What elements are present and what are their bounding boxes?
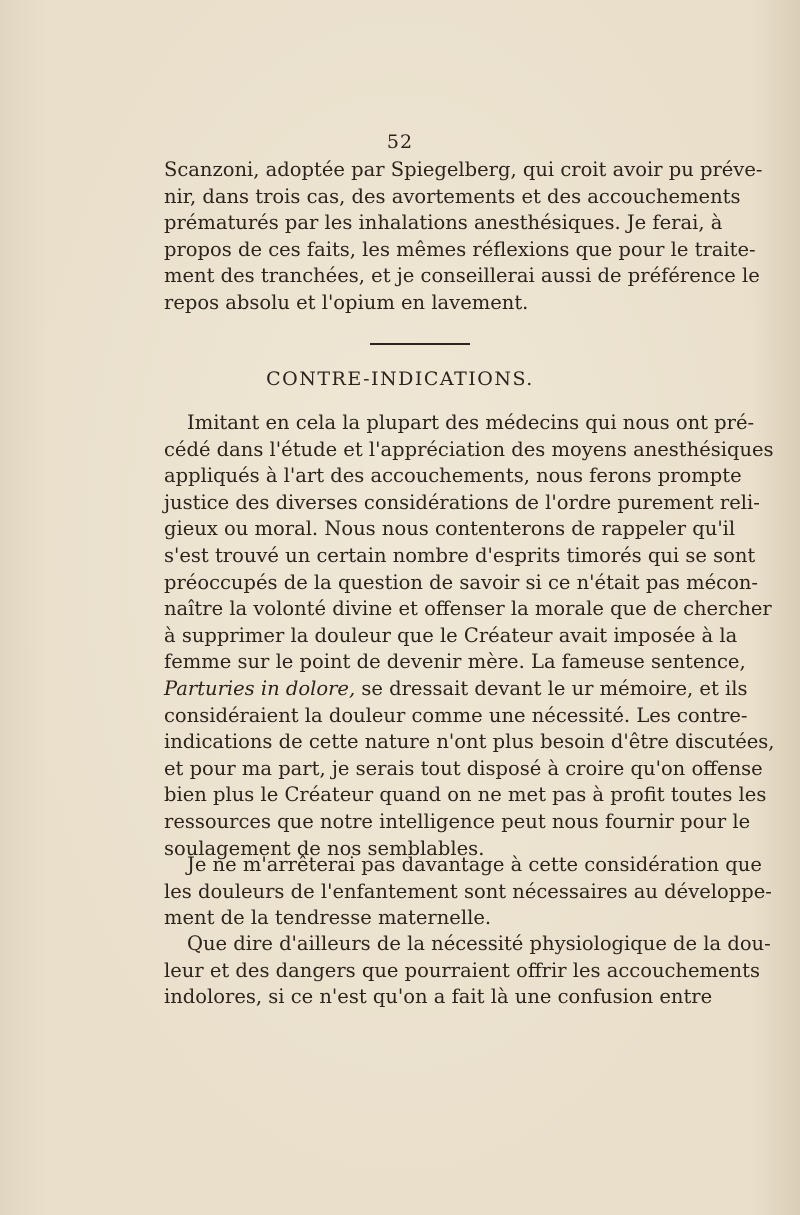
text-line: Imitant en cela la plupart des médecins qui nous ont pré- [187,411,755,434]
text-line: propos de ces faits, les mêmes réflexions que pour le traite- [164,237,756,261]
section-divider [370,343,470,345]
text-line-with-italic [164,676,748,703]
text-line: indications de cette nature n'ont plus besoin d'être discutées, [164,730,775,754]
text-line: indolores, si ce n'est qu'on a fait là une confusion entre [164,985,713,1009]
text-line: préoccupés de la question de savoir si ce n'était pas mécon- [164,570,758,594]
text-line: gieux ou moral. Nous nous contenterons de rappeler qu'il [164,517,736,541]
text-line: naître la volonté divine et offenser la morale que de chercher [164,597,772,621]
text-line: femme sur le point de devenir mère. La fameuse sentence, [164,650,746,674]
text-line: appliqués à l'art des accouchements, nous ferons prompte [164,464,742,488]
paragraph-4 [164,931,771,1011]
text-line: ment des tranchées, et je conseillerai aussi de préférence le [164,264,760,288]
text-line: nir, dans trois cas, des avortements et des accouchements [164,184,741,208]
text-line: leur et des dangers que pourraient offrir les accouchements [164,958,760,982]
text-line: justice des diverses considérations de l'ordre purement reli- [164,490,760,514]
paragraph-1 [164,157,763,317]
text-fragment: se dressait devant le ur mémoire, et ils [355,676,748,700]
text-line: considéraient la douleur comme une nécessité. Les contre- [164,703,748,727]
text-line: les douleurs de l'enfantement sont nécessaires au développe- [164,879,772,903]
italic-quote: Parturies in dolore, [164,676,356,700]
text-line: repos absolu et l'opium en lavement. [164,290,529,314]
text-line: prématurés par les inhalations anesthésiques. Je ferai, à [164,211,723,235]
text-line: et pour ma part, je serais tout disposé à croire qu'on offense [164,756,763,780]
text-line: à supprimer la douleur que le Créateur avait imposée à la [164,623,738,647]
section-heading: CONTRE-INDICATIONS. [266,368,534,390]
text-line: Que dire d'ailleurs de la nécessité physiologique de la dou- [187,932,771,955]
text-line: ment de la tendresse maternelle. [164,906,492,930]
text-line: ressources que notre intelligence peut nous fournir pour le [164,809,751,833]
text-line: cédé dans l'étude et l'appréciation des moyens anesthésiques [164,437,774,461]
text-line: soulagement de nos semblables. [164,836,485,860]
paragraph-2 [164,410,775,862]
paragraph-3 [164,852,772,932]
page-number: 52 [386,131,414,153]
text-line: Je ne m'arrêterai pas davantage à cette considération que [187,853,762,876]
text-line: Scanzoni, adoptée par Spiegelberg, qui croit avoir pu préve- [164,158,763,181]
text-line: bien plus le Créateur quand on ne met pas à profit toutes les [164,783,767,807]
text-line: s'est trouvé un certain nombre d'esprits timorés qui se sont [164,543,756,567]
